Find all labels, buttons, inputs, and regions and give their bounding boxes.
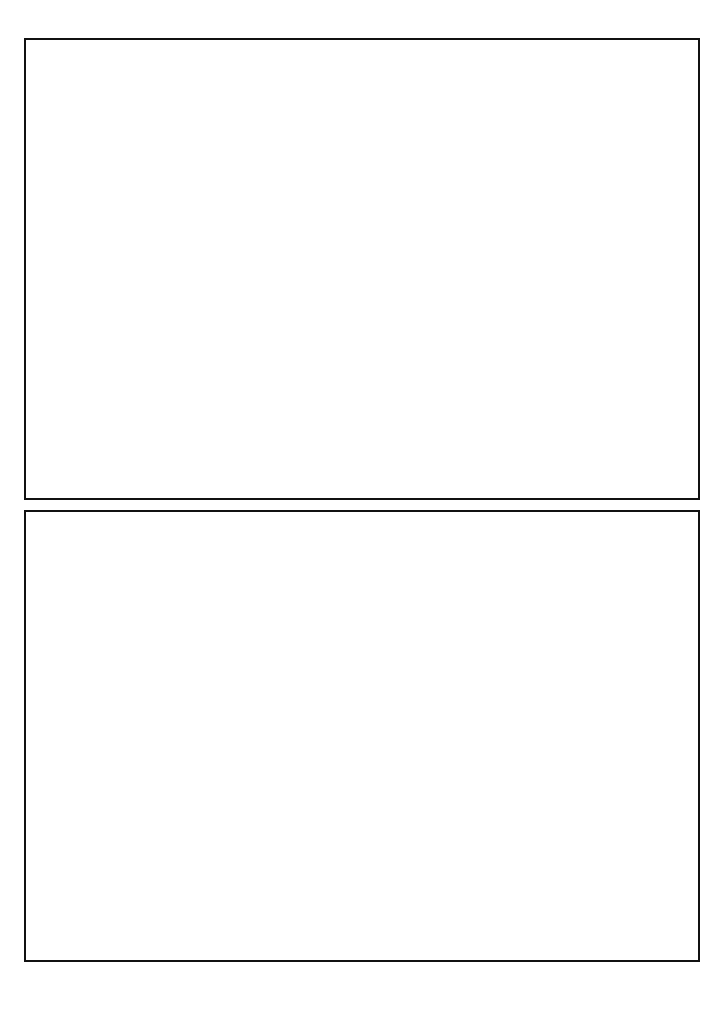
roster-table-top (24, 38, 700, 500)
roster-table-bottom (24, 510, 700, 962)
